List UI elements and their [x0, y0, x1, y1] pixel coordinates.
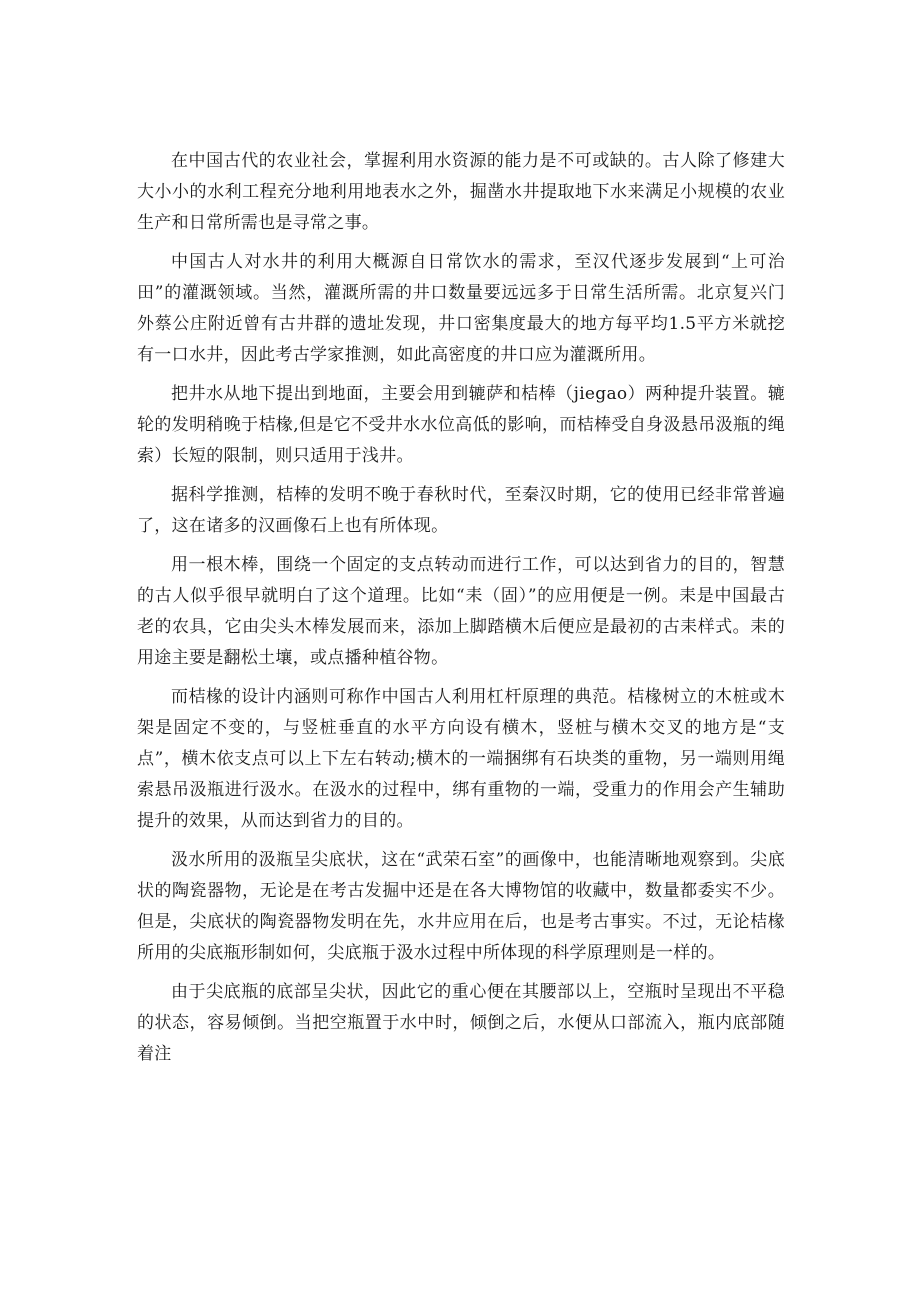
paragraph-4: 据科学推测，桔棒的发明不晚于春秋时代，至秦汉时期，它的使用已经非常普遍了，这在诸多的汉画像石上也有所体现。	[137, 485, 785, 536]
paragraph-6: 而桔椽的设计内涵则可称作中国古人利用杠杆原理的典范。桔椽树立的木桩或木架是固定不变的，与竖桩垂直的水平方向设有横木，竖桩与横木交叉的地方是“支点”，横木依支点可以上下左右转动;横木的一端捆绑有石块类的重物，另一端则用绳索悬吊汲瓶进行汲水。在汲水的过程中，绑有重物的一端，受重力的作用会产生辅助提升的效果，从而达到省力的目的。	[137, 687, 785, 831]
paragraph-1: 在中国古代的农业社会，掌握利用水资源的能力是不可或缺的。古人除了修建大大小小的水利工程充分地利用地表水之外，掘凿水井提取地下水来满足小规模的农业生产和日常所需也是寻常之事。	[137, 151, 785, 233]
paragraph-8: 由于尖底瓶的底部呈尖状，因此它的重心便在其腰部以上，空瓶时呈现出不平稳的状态，容易倾倒。当把空瓶置于水中时，倾倒之后，水便从口部流入，瓶内底部随着注	[137, 982, 785, 1064]
paragraph-3: 把井水从地下提出到地面，主要会用到辘萨和桔棒（jiegao）两种提升装置。辘轮的发明稍晚于桔椽,但是它不受井水水位高低的影响，而桔棒受自身汲悬吊汲瓶的绳索）长短的限制，则只适用于浅井。	[137, 384, 785, 466]
paragraph-2: 中国古人对水井的利用大概源自日常饮水的需求，至汉代逐步发展到“上可治田”的灌溉领域。当然，灌溉所需的井口数量要远远多于日常生活所需。北京复兴门外蔡公庄附近曾有古井群的遗址发现，井口密集度最大的地方每平均1.5平方米就挖有一口水井，因此考古学家推测，如此高密度的井口应为灌溉所用。	[137, 252, 785, 365]
paragraph-7: 汲水所用的汲瓶呈尖底状，这在“武荣石室”的画像中，也能清晰地观察到。尖底状的陶瓷器物，无论是在考古发掘中还是在各大博物馆的收藏中，数量都委实不少。但是，尖底状的陶瓷器物发明在先，水井应用在后，也是考古事实。不过，无论桔椽所用的尖底瓶形制如何，尖底瓶于汲水过程中所体现的科学原理则是一样的。	[137, 850, 785, 963]
document-body	[137, 146, 785, 1078]
paragraph-5: 用一根木棒，围绕一个固定的支点转动而进行工作，可以达到省力的目的，智慧的古人似乎很早就明白了这个道理。比如“耒（固）”的应用便是一例。耒是中国最古老的农具，它由尖头木棒发展而来，添加上脚踏横木后便应是最初的古耒样式。耒的用途主要是翻松土壤，或点播种植谷物。	[137, 555, 785, 668]
